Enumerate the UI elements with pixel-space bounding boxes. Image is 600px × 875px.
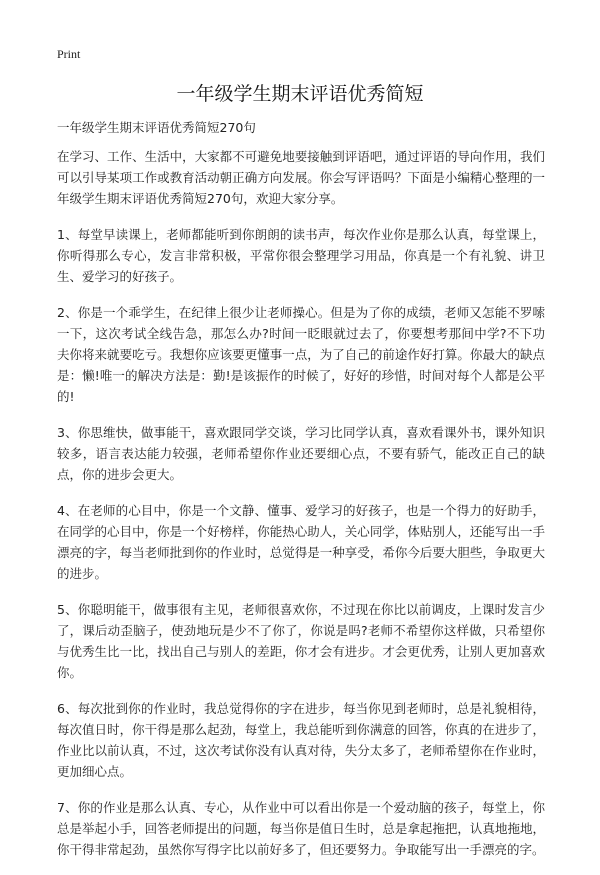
comment-paragraph-5: 5、你聪明能干，做事很有主见，老师很喜欢你，不过现在你比以前调皮，上课时发言少了，课后动歪脑子，使劲地玩是少不了你了，你说是吗?老师不希望你这样做，只希望你与优秀生比一比，找出自己与别人的差距，你才会有进步。才会更优秀，让别人更加喜欢你。 xyxy=(57,602,545,680)
comment-paragraph-6: 6、每次批到你的作业时，我总觉得你的字在进步，每当你见到老师时，总是礼貌相待，每次值日时，你干得是那么起劲，每堂上，我总能听到你满意的回答，你真的在进步了，作业比以前认真，不过，这次考试你没有认真对待，失分太多了，老师希望你在作业时，更加细心点。 xyxy=(57,701,545,779)
comment-paragraph-3: 3、你思维快，做事能干，喜欢跟同学交谈，学习比同学认真，喜欢看课外书，课外知识较多，语言表达能力较强，老师希望你作业还要细心点，不要有骄气，能改正自己的缺点，你的进步会更大。 xyxy=(57,425,545,482)
article-body xyxy=(57,146,545,875)
comment-paragraph-7: 7、你的作业是那么认真、专心，从作业中可以看出你是一个爱动脑的孩子，每堂上，你总是举起小手，回答老师提出的问题，每当你是值日生时，总是拿起拖把，认真地拖地，你干得非常起劲，虽然你写得字比以前好多了，但还要努力。争取能写出一手漂亮的字。 xyxy=(57,800,545,857)
page-title: 一年级学生期末评语优秀简短 xyxy=(176,83,424,105)
subtitle: 一年级学生期末评语优秀简短270句 xyxy=(57,120,256,135)
comment-paragraph-1: 1、每堂早读课上，老师都能听到你朗朗的读书声，每次作业你是那么认真，每堂课上，你听得那么专心，发言非常积极，平常你很会整理学习用品，你真是一个有礼貌、讲卫生、爱学习的好孩子。 xyxy=(57,227,545,284)
comment-paragraph-4: 4、在老师的心目中，你是一个文静、懂事、爱学习的好孩子，也是一个得力的好助手，在同学的心目中，你是一个好榜样，你能热心助人，关心同学，体贴别人，还能写出一手漂亮的字，每当老师批到你的作业时，总觉得是一种享受，希你今后要大胆些，争取更大的进步。 xyxy=(57,503,545,581)
intro-paragraph: 在学习、工作、生活中，大家都不可避免地要接触到评语吧，通过评语的导向作用，我们可以引导某项工作或教育活动朝正确方向发展。你会写评语吗？下面是小编精心整理的一年级学生期末评语优秀简短270句，欢迎大家分享。 xyxy=(57,149,545,206)
comment-paragraph-2: 2、你是一个乖学生，在纪律上很少让老师操心。但是为了你的成绩，老师又怎能不罗嗦一下，这次考试全线告急，那怎么办?时间一眨眼就过去了，你要想考那间中学?不下功夫你将来就要吃亏。我想你应该要更懂事一点，为了自己的前途作好打算。你最大的缺点是：懒!唯一的解决方法是：勤!是该振作的时候了，好好的珍惜，时间对每个人都是公平的! xyxy=(57,305,545,404)
print-link[interactable]: Print xyxy=(57,47,81,61)
